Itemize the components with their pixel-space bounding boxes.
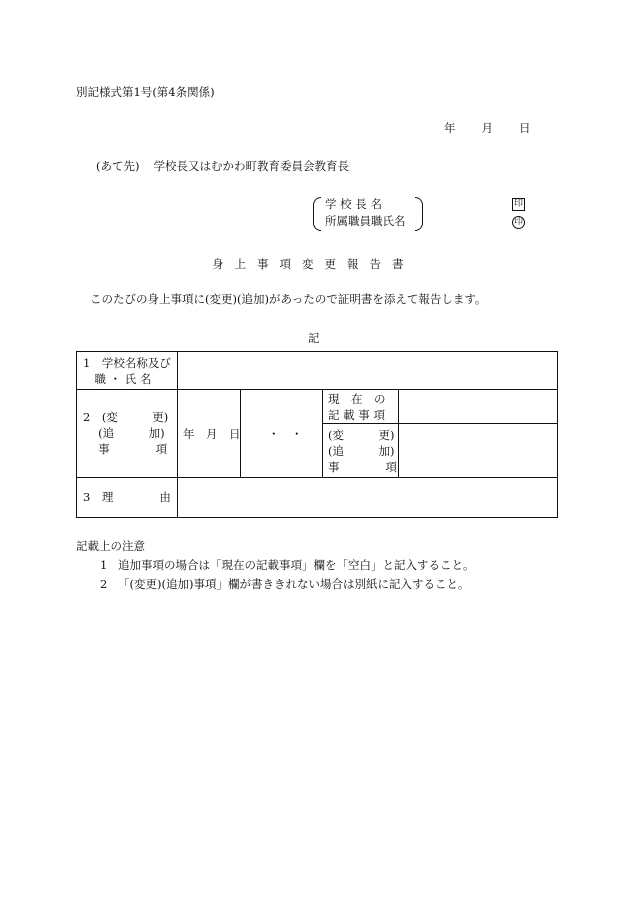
row2-label-line2: (追 加) (83, 426, 165, 440)
notes-heading: 記載上の注意 (76, 539, 145, 553)
title-char: 変 (302, 257, 314, 271)
table-vline (177, 351, 178, 518)
date-day-label: 日 (519, 121, 531, 135)
row2-dots-field: ・ ・ (268, 427, 303, 441)
table-hline (322, 423, 558, 424)
seal-round-icon: 印 (513, 217, 523, 227)
table-vline (398, 389, 399, 477)
note-item (100, 559, 475, 573)
change-entry-label-line1: (変 更) (328, 428, 395, 442)
row1-label-line1: 1 学校名称及び (83, 356, 171, 370)
school-principal-name-label: 学 校 長 名 (325, 197, 382, 211)
title-char: 上 (234, 257, 246, 271)
title-char: 更 (324, 257, 336, 271)
row2-label-line3: 事 項 (83, 442, 168, 456)
note-number: 1 (100, 558, 108, 572)
table-hline (76, 389, 558, 390)
title-char: 告 (369, 257, 381, 271)
change-entry-label-line2: (追 加) (328, 444, 395, 458)
row2-label-line1: 2 (変 更) (83, 410, 169, 424)
body-text: このたびの身上事項に(変更)(追加)があったので証明書を添えて報告します。 (90, 292, 487, 306)
staff-title-name-label: 所属職員職氏名 (325, 214, 406, 228)
current-entry-label-line1: 現 在 の (328, 392, 386, 406)
addressee (96, 160, 349, 174)
row3-label: 3 理 由 (83, 490, 171, 504)
sender-block (313, 195, 423, 231)
title-char: 身 (212, 257, 224, 271)
title-char: 書 (392, 257, 404, 271)
title-char: 事 (257, 257, 269, 271)
table-vline (322, 389, 323, 477)
left-bracket (313, 197, 321, 231)
date-month-label: 月 (481, 121, 493, 135)
note-text: 追加事項の場合は「現在の記載事項」欄を「空白」と記入すること。 (118, 558, 475, 572)
note-text: 「(変更)(追加)事項」欄が書ききれない場合は別紙に記入すること。 (118, 577, 470, 591)
note-item (100, 578, 469, 592)
change-entry-label-line3: 事 項 (328, 460, 397, 474)
title-char: 報 (347, 257, 359, 271)
date-line (444, 122, 531, 136)
title-char: 項 (279, 257, 291, 271)
document-title (212, 258, 415, 272)
date-year-label: 年 (444, 121, 456, 135)
report-table (76, 351, 558, 518)
addressee-name: 学校長又はむかわ町教育委員会教育長 (153, 159, 349, 173)
form-number: 別記様式第1号(第4条関係) (76, 85, 215, 99)
seal-square-icon: 印 (513, 199, 523, 209)
row1-label-line2: 職 ・ 氏 名 (83, 372, 152, 386)
ki-marker: 記 (308, 331, 320, 345)
right-bracket (415, 197, 423, 231)
table-hline (76, 477, 558, 478)
current-entry-label-line2: 記 載 事 項 (328, 408, 385, 422)
note-number: 2 (100, 577, 108, 591)
row2-date-field: 年 月 日 (183, 427, 241, 441)
addressee-prefix: (あて先) (96, 159, 140, 173)
